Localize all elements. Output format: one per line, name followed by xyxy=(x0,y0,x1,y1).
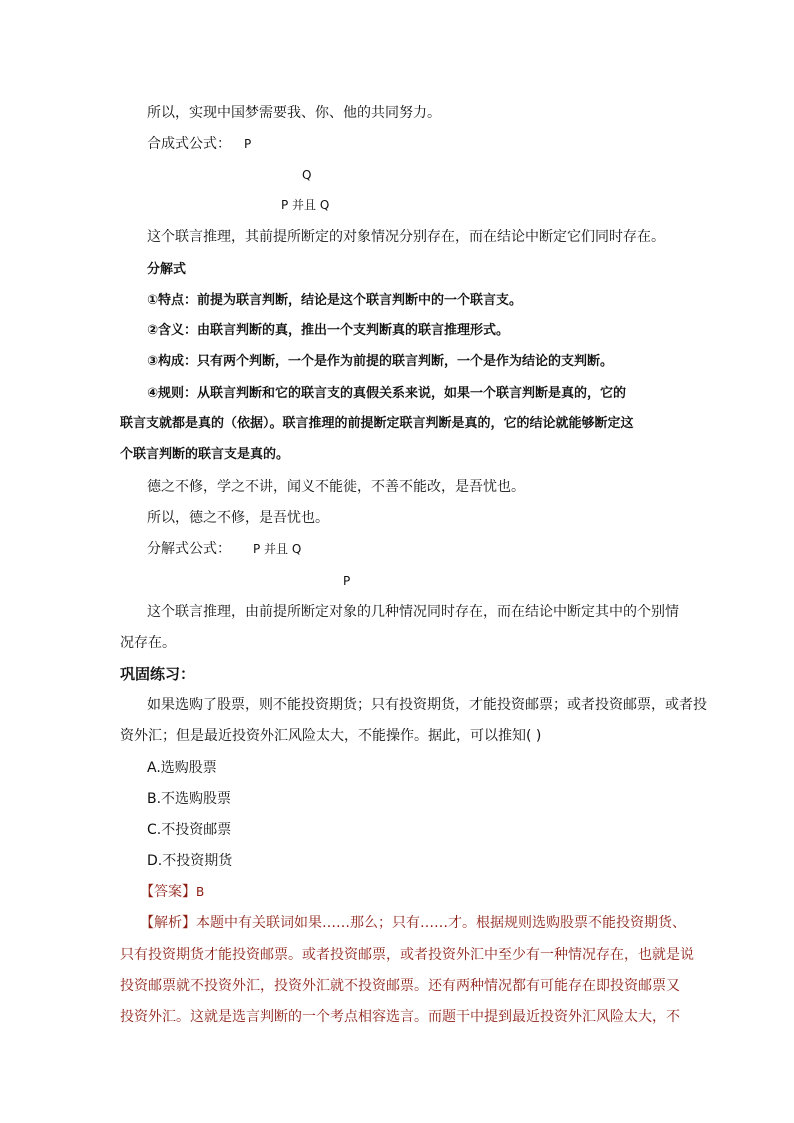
analysis-line-3: 投资邮票就不投资外汇，投资外汇就不投资邮票。还有两种情况都有可能存在即投资邮票又 xyxy=(120,978,680,994)
analysis-line-1 xyxy=(140,914,686,932)
point-2: ②含义：由联言判断的真，推出一个支判断真的联言推理形式。 xyxy=(147,323,510,338)
formula-q: Q xyxy=(302,168,312,182)
answer-line xyxy=(140,883,204,901)
option-d: D.不投资期货 xyxy=(147,853,233,869)
explanation-line-1: 这个联言推理，由前提所断定对象的几种情况同时存在，而在结论中断定其中的个别情 xyxy=(147,604,679,620)
formula-label: 分解式公式： xyxy=(147,541,231,557)
analysis-line-2: 只有投资期货才能投资邮票。或者投资邮票，或者投资外汇中至少有一种情况存在，也就是说 xyxy=(120,947,694,963)
explanation-text: 这个联言推理，其前提所断定的对象情况分别存在，而在结论中断定它们同时存在。 xyxy=(147,229,665,245)
analysis-text-1: 本题中有关联词如果……那么；只有……才。根据规则选购股票不能投资期货、 xyxy=(196,915,686,931)
answer-tag: 【答案】 xyxy=(140,884,196,900)
option-c: C.不投资邮票 xyxy=(147,822,232,838)
explanation-line-2: 况存在。 xyxy=(120,635,176,651)
point-4-line-1: ④规则：从联言判断和它的联言支的真假关系来说，如果一个联言判断是真的，它的 xyxy=(147,386,627,401)
point-1: ①特点：前提为联言判断，结论是这个联言判断中的一个联言支。 xyxy=(147,293,523,308)
option-b: B.不选购股票 xyxy=(147,791,232,807)
formula-result: P xyxy=(343,574,351,588)
point-3: ③构成：只有两个判断，一个是作为前提的联言判断，一个是作为结论的支判断。 xyxy=(147,354,614,369)
formula-p: P xyxy=(244,137,252,151)
example-conclusion: 所以，德之不修，是吾忧也。 xyxy=(147,510,329,526)
example-text: 德之不修，学之不讲，闻义不能徙，不善不能改，是吾忧也。 xyxy=(147,479,525,495)
answer-value: B xyxy=(196,885,205,899)
formula-result: P 并且 Q xyxy=(281,198,330,212)
point-4-line-3: 个联言判断的联言支是真的。 xyxy=(120,447,290,462)
question-line-2: 资外汇；但是最近投资外汇风险太大，不能操作。据此，可以推知( ) xyxy=(120,728,542,744)
conclusion-text: 所以，实现中国梦需要我、你、他的共同努力。 xyxy=(147,105,441,121)
formula-premise: P 并且 Q xyxy=(253,542,302,556)
question-line-1: 如果选购了股票，则不能投资期货；只有投资期货，才能投资邮票；或者投资邮票，或者投 xyxy=(147,697,707,713)
option-a: A.选购股票 xyxy=(147,760,217,776)
point-4-line-2: 联言支就都是真的（依据）。联言推理的前提断定联言判断是真的，它的结论就能够断定这 xyxy=(120,416,634,431)
formula-label: 合成式公式： xyxy=(147,136,231,152)
analysis-tag: 【解析】 xyxy=(140,915,196,931)
section-heading: 分解式 xyxy=(147,262,187,277)
analysis-line-4: 投资外汇。这就是选言判断的一个考点相容选言。而题干中提到最近投资外汇风险太大，不 xyxy=(120,1009,680,1025)
exercise-heading: 巩固练习： xyxy=(120,665,196,683)
